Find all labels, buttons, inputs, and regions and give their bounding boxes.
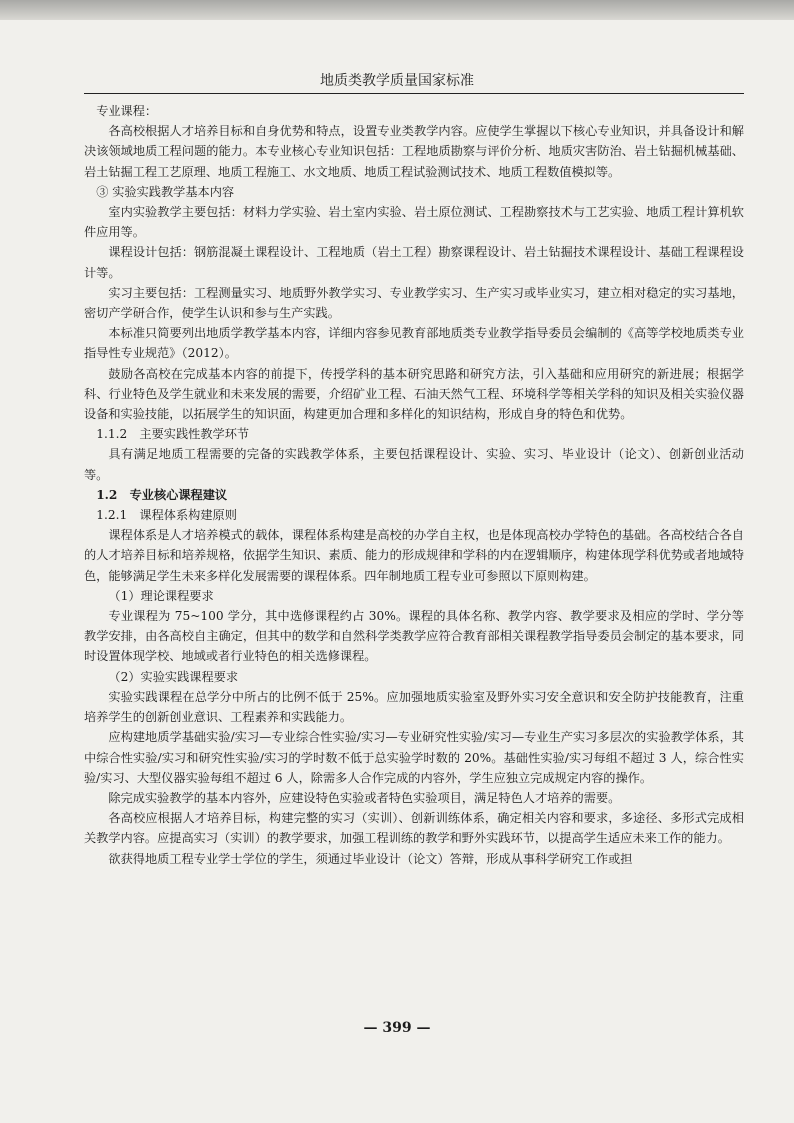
paragraph: 欲获得地质工程专业学士学位的学生，须通过毕业设计（论文）答辩，形成从事科学研究工作或担 (108, 851, 633, 866)
paragraph: 具有满足地质工程需要的完备的实践教学体系，主要包括课程设计、实验、实习、毕业设计（论文）、创新创业活动等。 (84, 447, 744, 482)
paragraph: 除完成实验教学的基本内容外，应建设特色实验或者特色实验项目，满足特色人才培养的需要。 (108, 790, 621, 805)
body-text (84, 101, 744, 869)
section-heading: 1.1.2 主要实践性教学环节 (96, 427, 250, 442)
paragraph: 各高校应根据人才培养目标，构建完整的实习（实训）、创新训练体系，确定相关内容和要求，多途径、多形式完成相关教学内容。应提高实习（实训）的教学要求，加强工程训练的教学和野外实践环节，以提高学生适应未来工作的能力。 (84, 811, 744, 846)
paragraph: 室内实验教学主要包括：材料力学实验、岩土室内实验、岩土原位测试、工程勘察技术与工艺实验、地质工程计算机软件应用等。 (84, 205, 744, 240)
paragraph: 课程体系是人才培养模式的载体，课程体系构建是高校的办学自主权，也是体现高校办学特色的基础。各高校结合各自的人才培养目标和培养规格，依据学生知识、素质、能力的形成规律和学科的内在逻辑顺序，构建体现学科优势或者地域特色，能够满足学生未来多样化发展需要的课程体系。四年制地质工程专业可参照以下原则构建。 (84, 528, 744, 583)
section-heading: 1.2.1 课程体系构建原则 (96, 508, 237, 523)
running-header-title: 地质类教学质量国家标准 (320, 73, 474, 89)
header-rule (84, 93, 744, 94)
paragraph: 实验实践课程在总学分中所占的比例不低于 25%。应加强地质实验室及野外实习安全意识和安全防护技能教育，注重培养学生的创新创业意识、工程素养和实践能力。 (84, 689, 744, 725)
scan-top-border (0, 0, 794, 20)
subheading: （1）理论课程要求 (108, 588, 214, 603)
section-heading: 1.2 专业核心课程建议 (96, 487, 228, 502)
paragraph: 专业课程为 75~100 学分，其中选修课程约占 30%。课程的具体名称、教学内容、教学要求及相应的学时、学分等教学安排，由各高校自主确定，但其中的数学和自然科学类教学应符合教育部相关课程教学指导委员会制定的基本要求，同时设置体现学校、地域或者行业特色的相关选修课程。 (84, 609, 744, 664)
paragraph: 鼓励各高校在完成基本内容的前提下，传授学科的基本研究思路和研究方法，引入基础和应用研究的新进展；根据学科、行业特色及学生就业和未来发展的需要，介绍矿业工程、石油天然气工程、环境科学等相关学科的知识及相关实验仪器设备和实验技能，以拓展学生的知识面，构建更加合理和多样化的知识结构，形成自身的特色和优势。 (84, 366, 744, 422)
subheading: ③ 实验实践教学基本内容 (96, 184, 235, 199)
paragraph: 实习主要包括：工程测量实习、地质野外教学实习、专业教学实习、生产实习或毕业实习，建立相对稳定的实习基地，密切产学研合作，使学生认识和参与生产实践。 (84, 285, 744, 321)
paragraph: 应构建地质学基础实验/实习—专业综合性实验/实习—专业研究性实验/实习—专业生产实习多层次的实验教学体系，其中综合性实验/实习和研究性实验/实习的学时数不低于总实验学时数的 20%。基础性实验/实习每组不超过 3 人，综合性实验/实习、大型仪器实验每组不超过 6 人，除需多人合作完成的内容外，学生应独立完成规定内容的操作。 (84, 730, 744, 785)
subheading: （2）实验实践课程要求 (108, 669, 239, 684)
paragraph: 本标准只简要列出地质学教学基本内容，详细内容参见教育部地质类专业教学指导委员会编制的《高等学校地质类专业指导性专业规范》（2012）。 (84, 326, 744, 361)
paragraph: 各高校根据人才培养目标和自身优势和特点，设置专业类教学内容。应使学生掌握以下核心专业知识，并具备设计和解决该领域地质工程问题的能力。本专业核心专业知识包括：工程地质勘察与评价分析、地质灾害防治、岩土钻掘机械基础、岩土钻掘工程工艺原理、地质工程施工、水文地质、地质工程试验测试技术、地质工程数值模拟等。 (84, 124, 744, 179)
paragraph: 课程设计包括：钢筋混凝土课程设计、工程地质（岩土工程）勘察课程设计、岩土钻掘技术课程设计、基础工程课程设计等。 (84, 245, 744, 280)
page-number: — 399 — (363, 1020, 431, 1036)
paragraph-label: 专业课程： (96, 104, 158, 118)
